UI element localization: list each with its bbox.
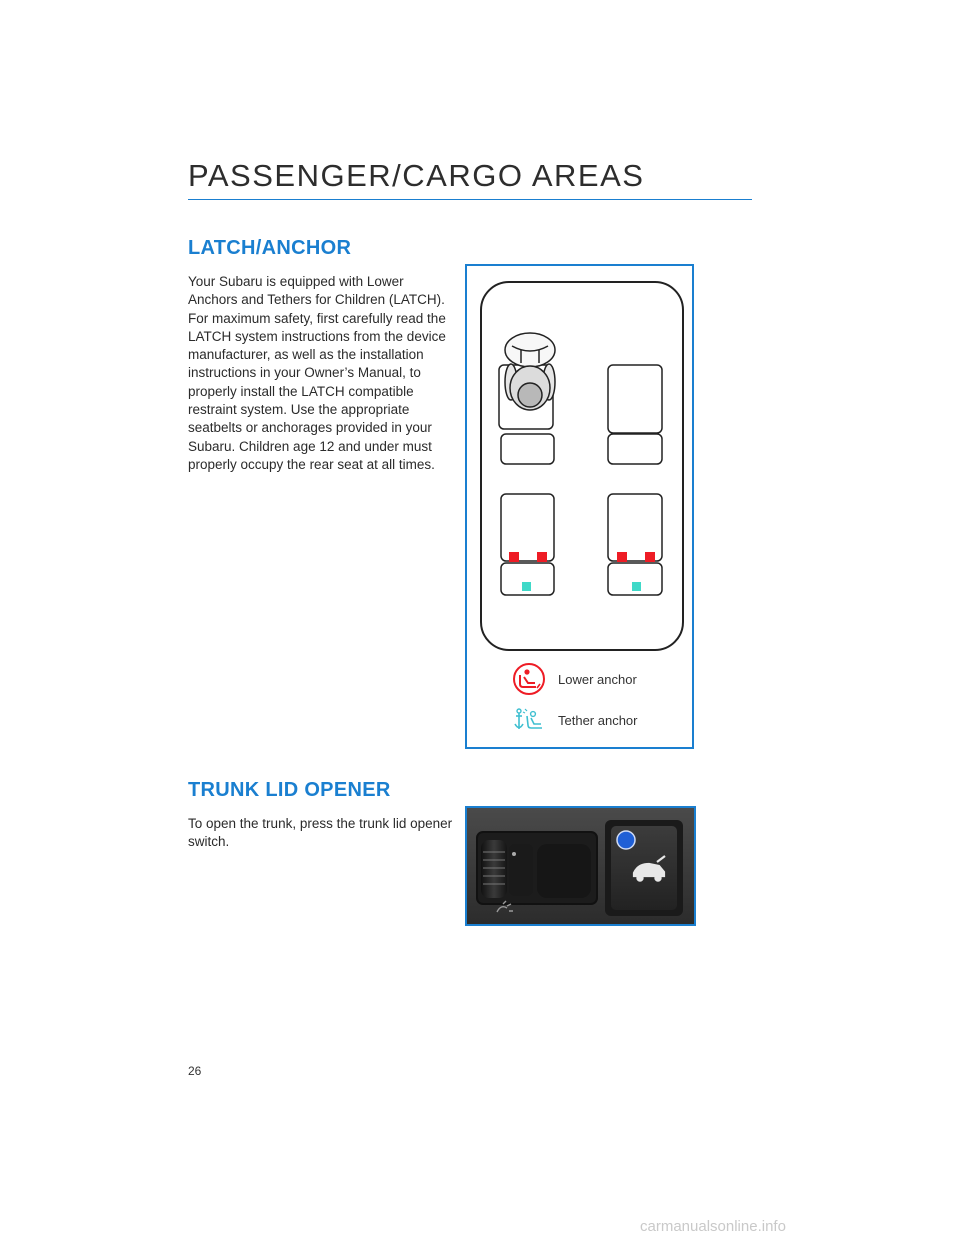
vehicle-seat-diagram (467, 266, 692, 666)
lower-anchor-icon (511, 662, 547, 696)
legend-lower-anchor (511, 662, 637, 696)
driver-figure (499, 333, 555, 429)
page-header-title: PASSENGER/CARGO AREAS (188, 158, 645, 193)
trunk-button-highlight (617, 831, 635, 849)
lower-anchor-marker (509, 552, 519, 562)
rear-right-seat-back (608, 494, 662, 561)
trunk-body-text: To open the trunk, press the trunk lid opener switch. (188, 816, 453, 850)
tether-anchor-marker (522, 582, 531, 591)
latch-heading: LATCH/ANCHOR (188, 237, 352, 259)
lower-anchor-marker (537, 552, 547, 562)
front-passenger-seat-back (608, 365, 662, 433)
page-number: 26 (188, 1064, 202, 1078)
front-passenger-seat-cushion (608, 434, 662, 464)
tether-anchor-marker (632, 582, 641, 591)
latch-diagram-panel (465, 264, 694, 749)
trunk-heading: TRUNK LID OPENER (188, 779, 391, 801)
legend-tether-anchor (511, 703, 638, 737)
watermark: carmanualsonline.info (640, 1218, 786, 1235)
lower-anchor-marker (617, 552, 627, 562)
latch-body-text: Your Subaru is equipped with Lower Anchors and Tethers for Children (LATCH). For maximum safety, first carefully read the LATCH system instructions from the device manufacturer, as well as the installation instructions in your Owner’s Manual, to properly install the LATCH compatible restraint system. Use the appropriate seatbelts or anchorages provided in your Subaru. Children age 12 and under must properly occupy the rear seat at all times. (188, 274, 446, 472)
header-rule (188, 199, 752, 200)
driver-seat-cushion (501, 434, 554, 464)
lower-anchor-marker (645, 552, 655, 562)
tether-anchor-icon (511, 703, 547, 737)
rear-left-seat-back (501, 494, 554, 561)
legend-tether-anchor-label: Tether anchor (558, 712, 638, 728)
legend-lower-anchor-label: Lower anchor (558, 671, 637, 687)
trunk-switch-photo (465, 806, 696, 926)
